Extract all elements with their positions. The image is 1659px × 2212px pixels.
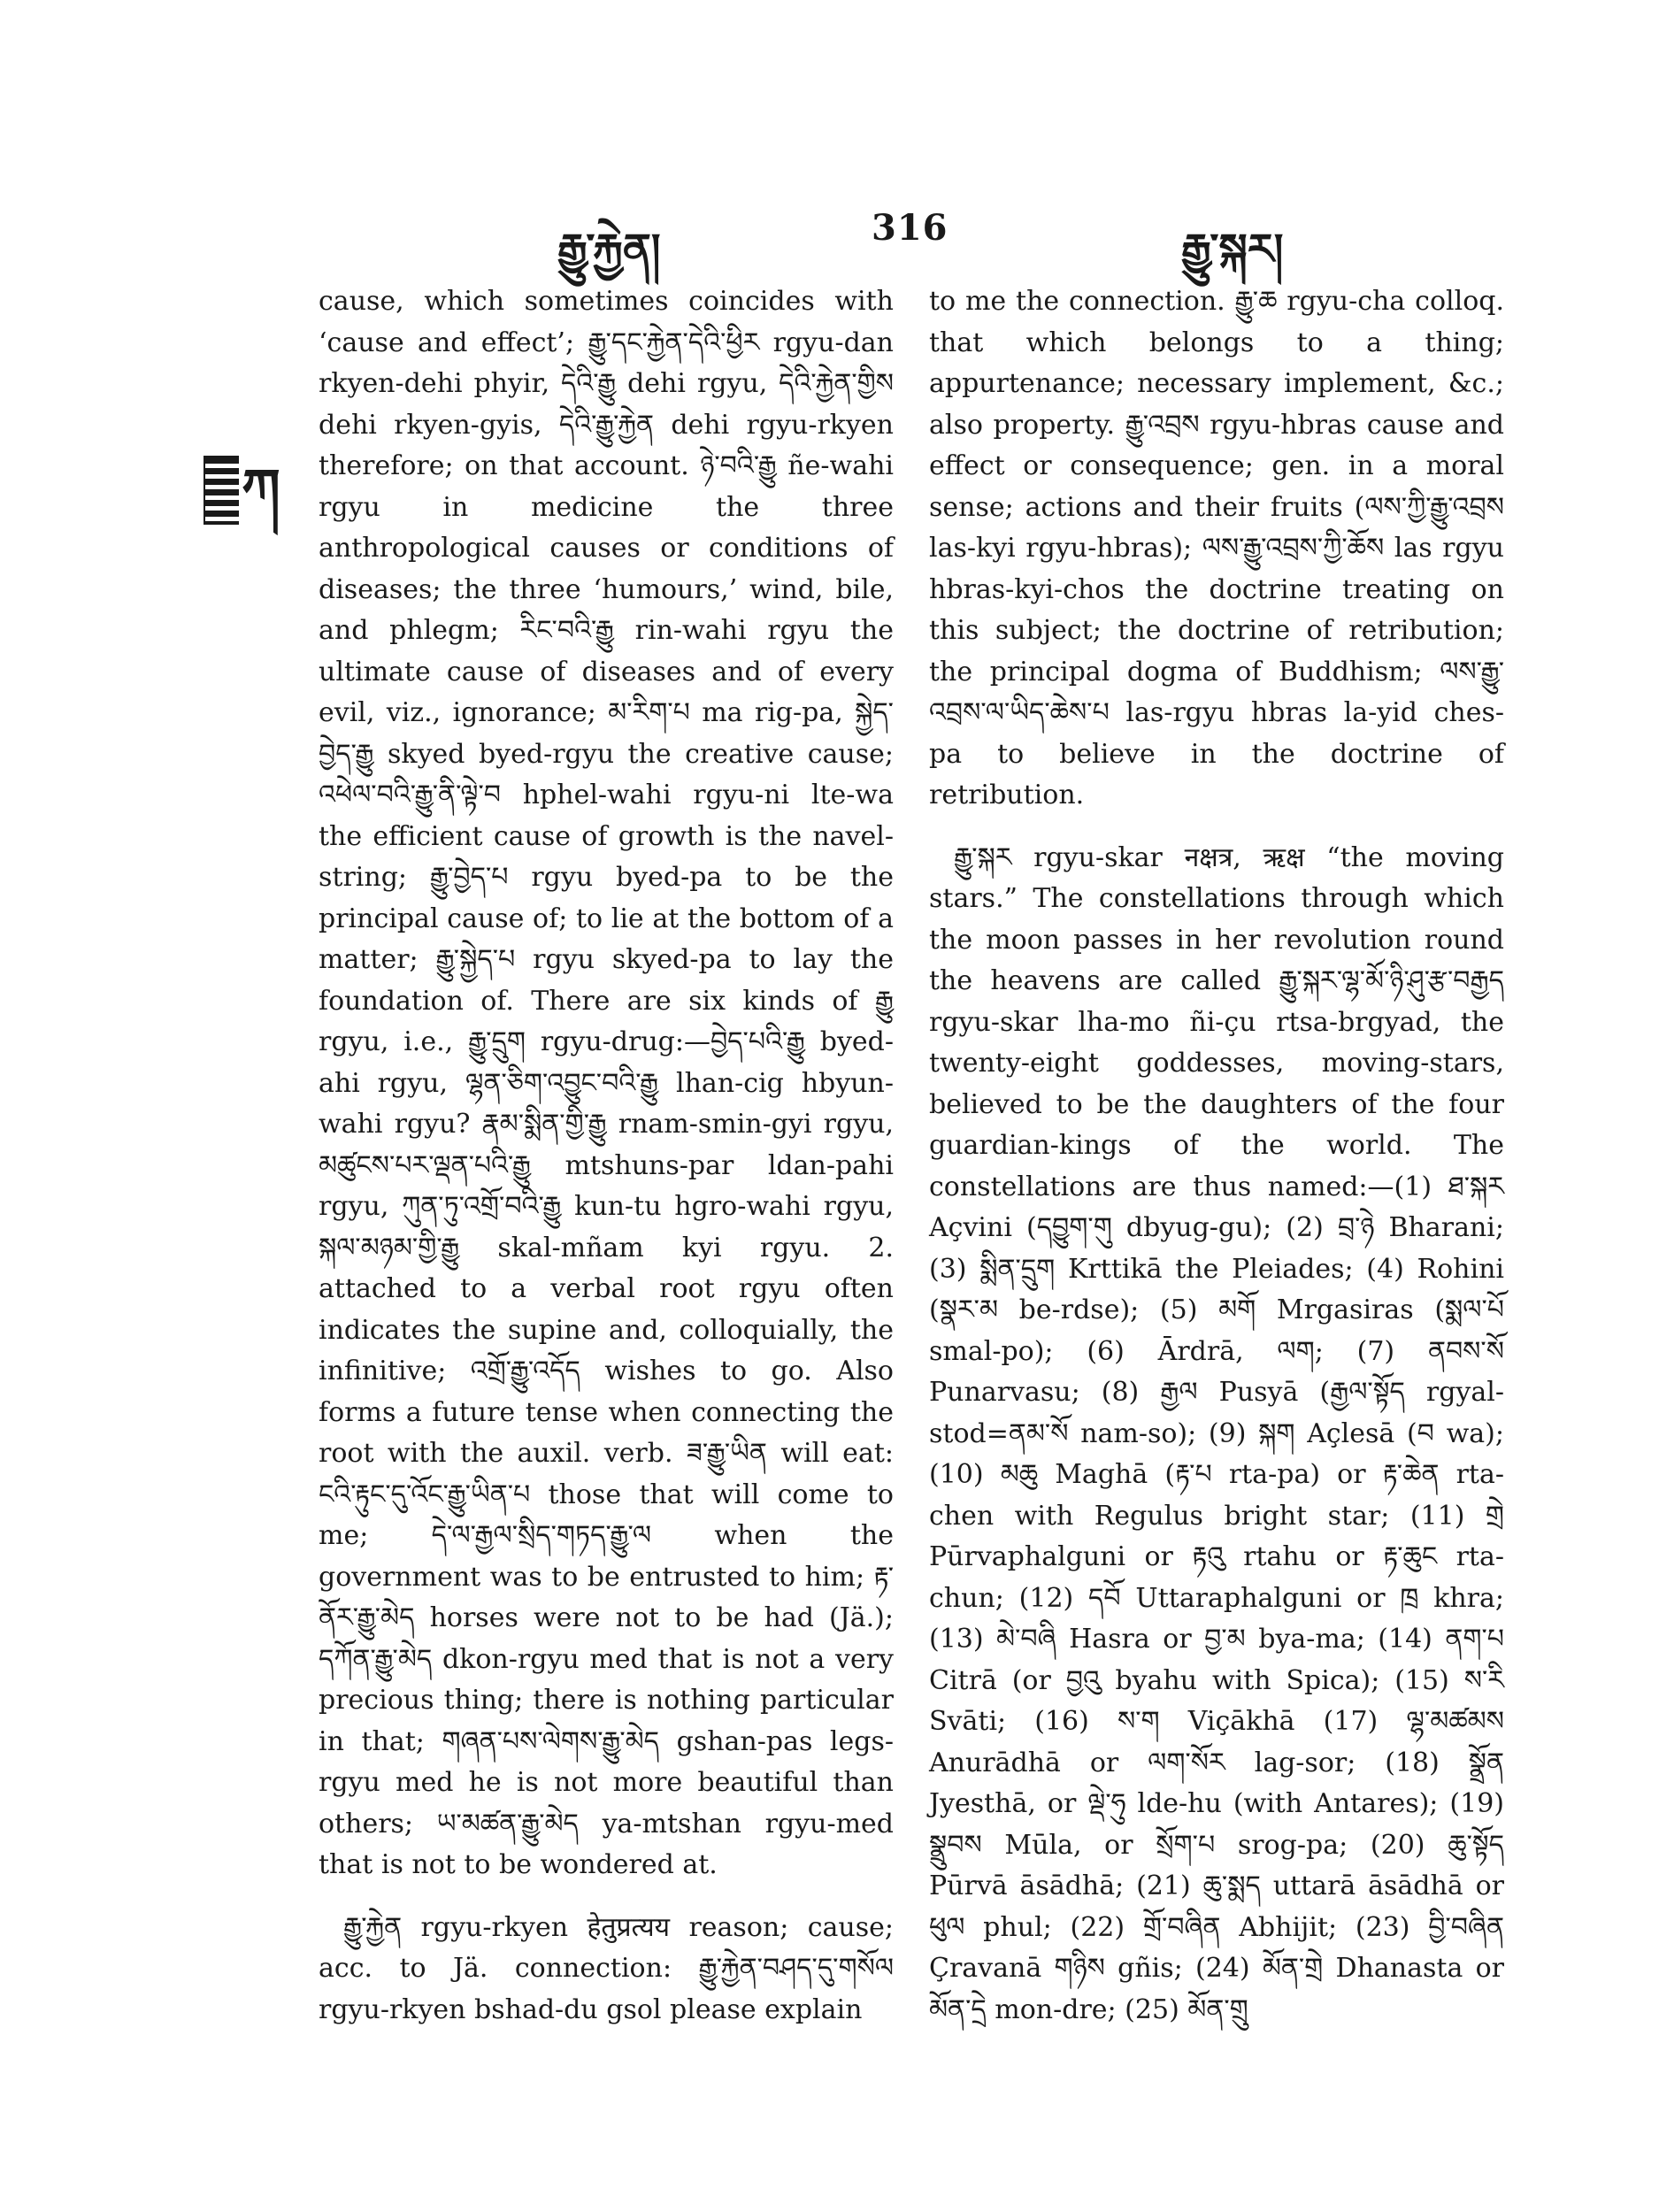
left-running-headword: རྒྱུ་རྐྱེན། — [557, 225, 661, 274]
page-header — [0, 202, 1659, 281]
left-column — [319, 281, 894, 2031]
right-running-headword: རྒྱུ་སྐར། — [1181, 225, 1284, 274]
thumb-index-tab — [204, 456, 283, 525]
right-paragraph-1: to me the connection. རྒྱུ་ཆ rgyu-cha colloq. that which belongs to a thing; appurtenance; necessary implement, &c.; also property. རྒྱུ་འབྲས rgyu-hbras cause and effect or consequence; gen. in a moral sense; actions and their fruits (ལས་ཀྱི་རྒྱུ་འབྲས las-kyi rgyu-hbras); ལས་རྒྱུ་འབྲས་ཀྱི་ཆོས las rgyu hbras-kyi-chos the doctrine treating on this subject; the doctrine of retribution; the principal dogma of Buddhism; ལས་རྒྱུ་འབྲས་ལ་ཡིད་ཆེས་པ las-rgyu hbras la-yid ches-pa to believe in the doctrine of retribution. — [929, 286, 1504, 810]
thumb-index-letter: ཀ — [239, 452, 283, 526]
left-paragraph-1: cause, which sometimes coincides with ‘cause and effect’; རྒྱུ་དང་རྐྱེན་དེའི་ཕྱིར rgyu-dan rkyen-dehi phyir, དེའི་རྒྱུ dehi rgyu, དེའི་རྐྱེན་གྱིས dehi rkyen-gyis, དེའི་རྒྱུ་རྐྱེན dehi rgyu-rkyen therefore; on that account. ཉེ་བའི་རྒྱུ ñe-wahi rgyu in medicine the three anthropological causes or conditions of diseases; the three ‘humours,’ wind, bile, and phlegm; རིང་བའི་རྒྱུ rin-wahi rgyu the ultimate cause of diseases and of every evil, viz., ignorance; མ་རིག་པ ma rig-pa, སྐྱེད་བྱེད་རྒྱུ skyed byed-rgyu the creative cause; འཕེལ་བའི་རྒྱུ་ནི་ལྟེ་བ hphel-wahi rgyu-ni lte-wa the efficient cause of growth is the navel-string; རྒྱུ་བྱེད་པ rgyu byed-pa to be the principal cause of; to lie at the bottom of a matter; རྒྱུ་སྐྱེད་པ rgyu skyed-pa to lay the foundation of. There are six kinds of རྒྱུ rgyu, i.e., རྒྱུ་དྲུག rgyu-drug:—བྱེད་པའི་རྒྱུ byed-ahi rgyu, ལྷན་ཅིག་འབྱུང་བའི་རྒྱུ lhan-cig hbyun-wahi rgyu? རྣམ་སྨིན་གྱི་རྒྱུ rnam-smin-gyi rgyu, མཚུངས་པར་ལྡན་པའི་རྒྱུ mtshuns-par ldan-pahi rgyu, ཀུན་ཏུ་འགྲོ་བའི་རྒྱུ kun-tu hgro-wahi rgyu, སྐལ་མཉམ་གྱི་རྒྱུ skal-mñam kyi rgyu. 2. attached to a verbal root rgyu often indicates the supine and, colloquially, the infinitive; འགྲོ་རྒྱུ་འདོད wishes to go. Also forms a future tense when connecting the root with the auxil. verb. ཟ་རྒྱུ་ཡིན will eat: ངའི་རྟུང་དུ་འོང་རྒྱུ་ཡིན་པ those that will come to me; དེ་ལ་རྒྱལ་སྲིད་གཏད་རྒྱུ་ལ when the government was to be entrusted to him; རྟ་ནོར་རྒྱུ་མེད horses were not to be had (Jä.); དཀོན་རྒྱུ་མེད dkon-rgyu med that is not a very precious thing; there is nothing particular in that; གཞན་པས་ལེགས་རྒྱུ་མེད gshan-pas legs-rgyu med he is not more beautiful than others; ཡ་མཚན་རྒྱུ་མེད ya-mtshan rgyu-med that is not to be wondered at. — [319, 286, 894, 1880]
page-number: 316 — [872, 207, 949, 249]
right-column — [929, 281, 1504, 2031]
left-paragraph-2: རྒྱུ་རྐྱེན rgyu-rkyen हेतुप्रत्यय reason; cause; acc. to Jä. connection: རྒྱུ་རྐྱེན་བཤད་དུ་གསོལ rgyu-rkyen bshad-du gsol please explain — [319, 1911, 894, 2025]
right-paragraph-2: རྒྱུ་སྐར rgyu-skar नक्षत्र, ऋक्ष “the moving stars.” The constellations through which the moon passes in her revolution round the heavens are called རྒྱུ་སྐར་ལྷ་མོ་ཉི་ཤུ་རྩ་བརྒྱད rgyu-skar lha-mo ñi-çu rtsa-brgyad, the twenty-eight goddesses, moving-stars, believed to be the daughters of the four guardian-kings of the world. The constellations are thus named:—(1) ཐ་སྐར Açvini (དབྱུག་གུ dbyug-gu); (2) བྲ་ཉེ Bharani; (3) སྨིན་དྲུག Krttikā the Pleiades; (4) Rohini (སྣར་མ be-rdse); (5) མགོ Mrgasiras (སྨལ་པོ smal-po); (6) Ārdrā, ལག; (7) ནབས་སོ Punarvasu; (8) རྒྱལ Pusyā (རྒྱལ་སྟོད rgyal-stod=ནམ་སོ nam-so); (9) སྐག Açlesā (བ wa); (10) མཆུ Maghā (རྟ་པ rta-pa) or རྟ་ཆེན rta-chen with Regulus bright star; (11) གྲེ Pūrvaphalguni or རྟའུ rtahu or རྟ་ཆུང rta-chun; (12) དབོ Uttaraphalguni or ཁྲ khra; (13) མེ་བཞི Hasra or བྱ་མ bya-ma; (14) ནག་པ Citrā (or བྱའུ byahu with Spica); (15) ས་རི Svāti; (16) ས་ག Viçākhā (17) ལྷ་མཚམས Anurādhā or ལག་སོར lag-sor; (18) སྣྲོན Jyesthā, or ལྡེ་ཧུ lde-hu (with Antares); (19) སྣྲུབས Mūla, or སྲོག་པ srog-pa; (20) ཆུ་སྟོད Pūrvā āsādhā; (21) ཆུ་སྨད uttarā āsādhā or ཕུལ phul; (22) གྲོ་བཞིན Abhijit; (23) བྱི་བཞིན Çravanā གཉིས gñis; (24) མོན་གྲེ Dhanasta or མོན་དྲེ mon-dre; (25) མོན་གྲུ — [929, 841, 1504, 2025]
